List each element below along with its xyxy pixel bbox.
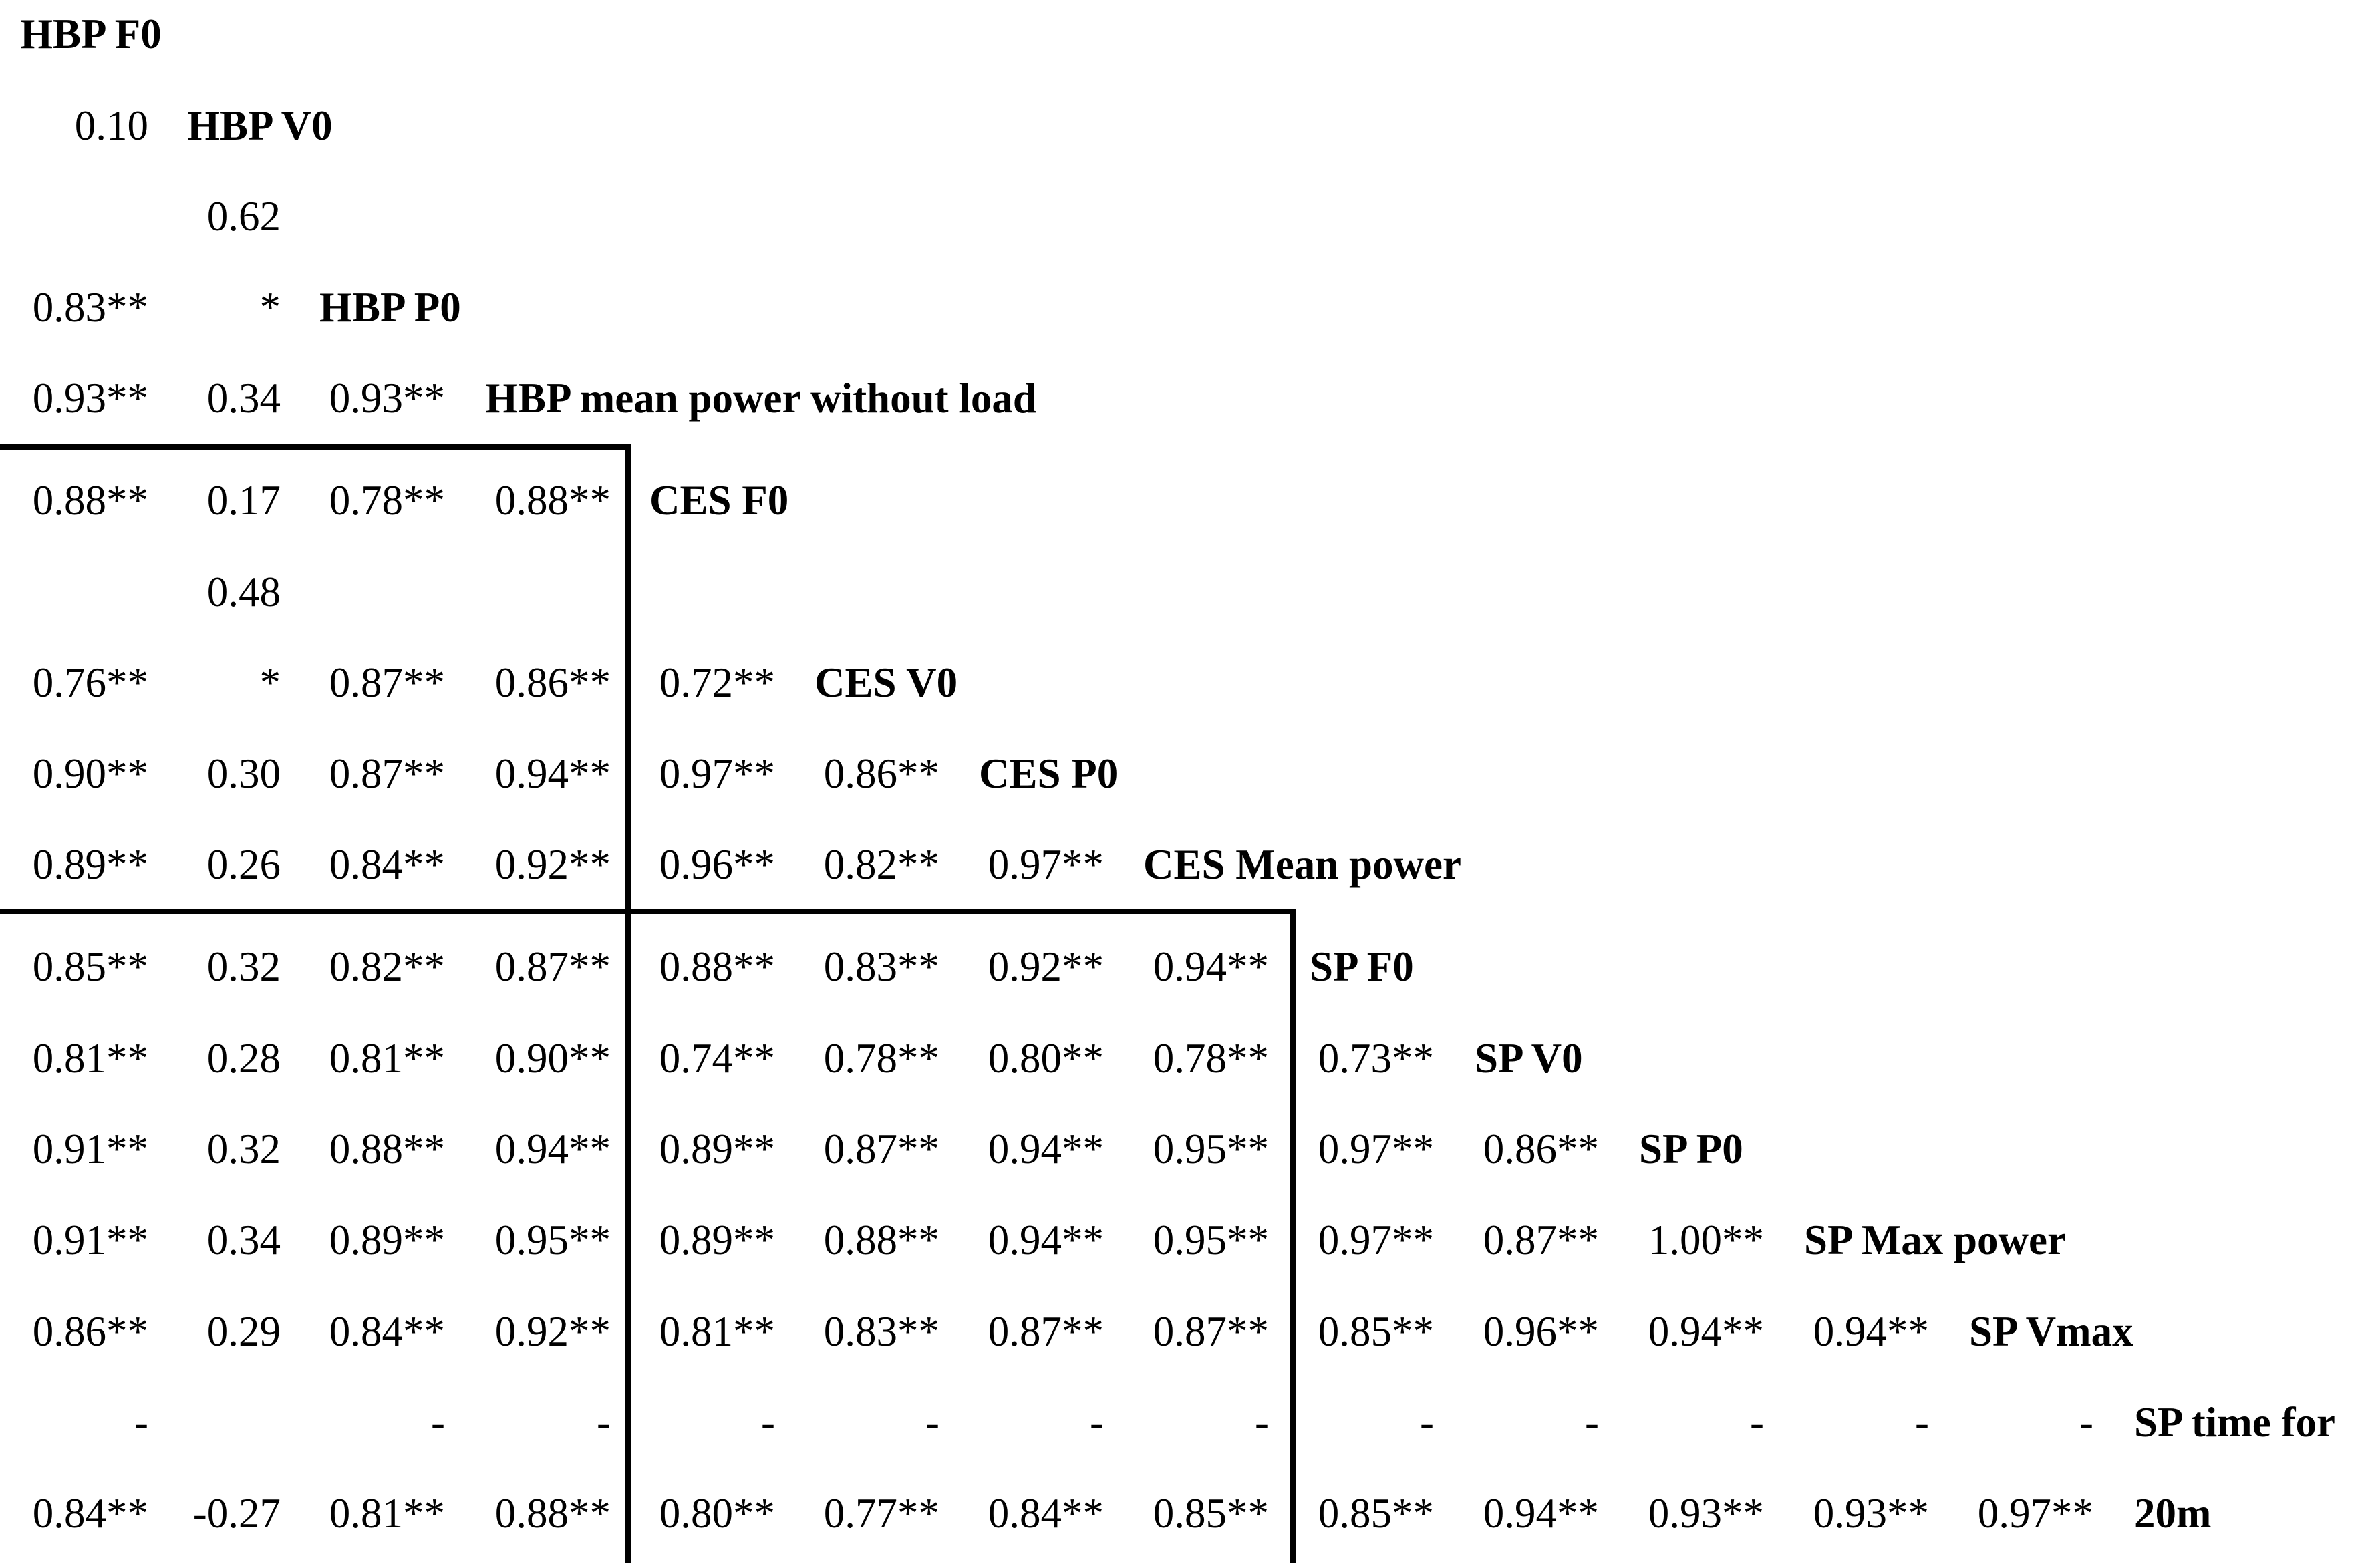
matrix-cell: * [259,284,281,331]
matrix-cell: 0.88** [329,1126,445,1172]
matrix-cell: 0.29 [206,1308,281,1355]
matrix-cell: 0.83** [823,1308,939,1355]
matrix-cell: - [925,1399,939,1446]
block-divider-hbp-ces [0,444,631,450]
variable-label: CES Mean power [1143,841,1461,888]
matrix-cell: - [2079,1399,2093,1446]
matrix-cell: 0.87** [329,659,445,706]
variable-label: SP Max power [1804,1217,2066,1263]
variable-label: HBP V0 [187,102,333,149]
matrix-cell: 1.00** [1648,1217,1764,1263]
matrix-cell: 0.89** [32,841,148,888]
variable-label: SP F0 [1310,943,1414,990]
matrix-cell: 0.62 [206,193,281,240]
matrix-cell: - [134,1399,148,1446]
matrix-cell: 0.88** [659,943,775,990]
matrix-cell: 0.34 [206,375,281,422]
matrix-cell: 0.97** [1318,1217,1434,1263]
matrix-cell: 0.32 [206,1126,281,1172]
matrix-cell: 0.84** [329,841,445,888]
matrix-cell: - [1750,1399,1764,1446]
matrix-cell: - [761,1399,775,1446]
matrix-cell: 0.74** [659,1035,775,1082]
matrix-cell: -0.27 [192,1490,281,1537]
matrix-cell: 0.72** [659,659,775,706]
variable-label: SP time for [2134,1399,2335,1446]
matrix-cell: 0.89** [659,1217,775,1263]
matrix-cell: 0.94** [988,1217,1104,1263]
matrix-cell: 0.94** [1153,943,1269,990]
matrix-cell: 0.85** [32,943,148,990]
matrix-cell: 0.94** [1483,1490,1599,1537]
matrix-cell: 0.86** [823,750,939,797]
matrix-cell: 0.78** [329,477,445,524]
matrix-cell: 0.81** [329,1035,445,1082]
matrix-cell: 0.77** [823,1490,939,1537]
matrix-cell: 0.87** [1153,1308,1269,1355]
matrix-cell: 0.91** [32,1217,148,1263]
variable-label: SP Vmax [1969,1308,2133,1355]
matrix-cell: - [1420,1399,1434,1446]
matrix-cell: 0.97** [1977,1490,2093,1537]
matrix-cell: 0.84** [988,1490,1104,1537]
matrix-cell: 0.88** [823,1217,939,1263]
matrix-cell: 0.89** [329,1217,445,1263]
matrix-cell: 0.94** [1813,1308,1929,1355]
matrix-cell: 0.81** [32,1035,148,1082]
matrix-cell: 0.90** [494,1035,611,1082]
matrix-cell: 0.82** [329,943,445,990]
matrix-cell: - [597,1399,611,1446]
matrix-cell: 0.83** [32,284,148,331]
variable-label: HBP P0 [319,284,461,331]
matrix-cell: 0.88** [494,1490,611,1537]
variable-label: CES P0 [979,750,1119,797]
matrix-cell: 0.88** [32,477,148,524]
matrix-cell: 0.86** [1483,1126,1599,1172]
matrix-cell: 0.84** [32,1490,148,1537]
matrix-cell: 0.73** [1318,1035,1434,1082]
variable-label: HBP F0 [20,11,162,57]
matrix-cell: 0.90** [32,750,148,797]
matrix-cell: 0.87** [494,943,611,990]
matrix-cell: 0.93** [1813,1490,1929,1537]
matrix-cell: 0.86** [32,1308,148,1355]
matrix-cell: 0.94** [494,1126,611,1172]
matrix-cell: 0.92** [494,841,611,888]
matrix-cell: 0.95** [1153,1217,1269,1263]
matrix-cell: 0.80** [659,1490,775,1537]
matrix-cell: 0.30 [206,750,281,797]
matrix-cell: 0.85** [1153,1490,1269,1537]
matrix-cell: 0.86** [494,659,611,706]
block-divider-vertical-hbp-ces [625,444,631,1563]
matrix-cell: 0.26 [206,841,281,888]
matrix-cell: 0.32 [206,943,281,990]
matrix-cell: 0.97** [988,841,1104,888]
matrix-cell: 0.87** [988,1308,1104,1355]
matrix-cell: 0.81** [329,1490,445,1537]
matrix-cell: 0.94** [1648,1308,1764,1355]
matrix-cell: 0.80** [988,1035,1104,1082]
matrix-cell: 0.78** [1153,1035,1269,1082]
matrix-cell: 0.93** [329,375,445,422]
matrix-cell: * [259,659,281,706]
matrix-cell: 0.87** [823,1126,939,1172]
matrix-cell: 0.87** [1483,1217,1599,1263]
matrix-cell: 0.78** [823,1035,939,1082]
matrix-cell: 0.88** [494,477,611,524]
matrix-cell: 0.96** [1483,1308,1599,1355]
matrix-cell: - [1915,1399,1929,1446]
matrix-cell: - [1255,1399,1269,1446]
matrix-cell: 0.76** [32,659,148,706]
variable-label: SP V0 [1475,1035,1583,1082]
matrix-cell: 0.92** [988,943,1104,990]
matrix-cell: 0.34 [206,1217,281,1263]
matrix-cell: 0.84** [329,1308,445,1355]
matrix-cell: 0.89** [659,1126,775,1172]
matrix-cell: 0.93** [32,375,148,422]
matrix-cell: 0.81** [659,1308,775,1355]
matrix-cell: - [1585,1399,1599,1446]
block-divider-ces-sp [0,909,1296,914]
matrix-cell: 0.82** [823,841,939,888]
matrix-cell: 0.96** [659,841,775,888]
matrix-cell: 0.94** [494,750,611,797]
matrix-cell: 0.91** [32,1126,148,1172]
matrix-cell: 0.94** [988,1126,1104,1172]
matrix-cell: 0.48 [206,569,281,615]
matrix-cell: 0.85** [1318,1308,1434,1355]
variable-label: CES F0 [649,477,789,524]
matrix-cell: 0.95** [1153,1126,1269,1172]
matrix-cell: 0.97** [1318,1126,1434,1172]
matrix-cell: 0.28 [206,1035,281,1082]
matrix-cell: 0.95** [494,1217,611,1263]
variable-label: 20m [2134,1490,2212,1537]
variable-label: SP P0 [1639,1126,1743,1172]
matrix-cell: 0.17 [206,477,281,524]
matrix-cell: 0.93** [1648,1490,1764,1537]
matrix-cell: 0.92** [494,1308,611,1355]
variable-label: CES V0 [815,659,958,706]
matrix-cell: 0.83** [823,943,939,990]
matrix-cell: 0.97** [659,750,775,797]
matrix-cell: - [1090,1399,1104,1446]
matrix-cell: - [431,1399,445,1446]
matrix-cell: 0.85** [1318,1490,1434,1537]
variable-label: HBP mean power without load [485,375,1036,422]
matrix-cell: 0.10 [74,102,148,149]
matrix-cell: 0.87** [329,750,445,797]
